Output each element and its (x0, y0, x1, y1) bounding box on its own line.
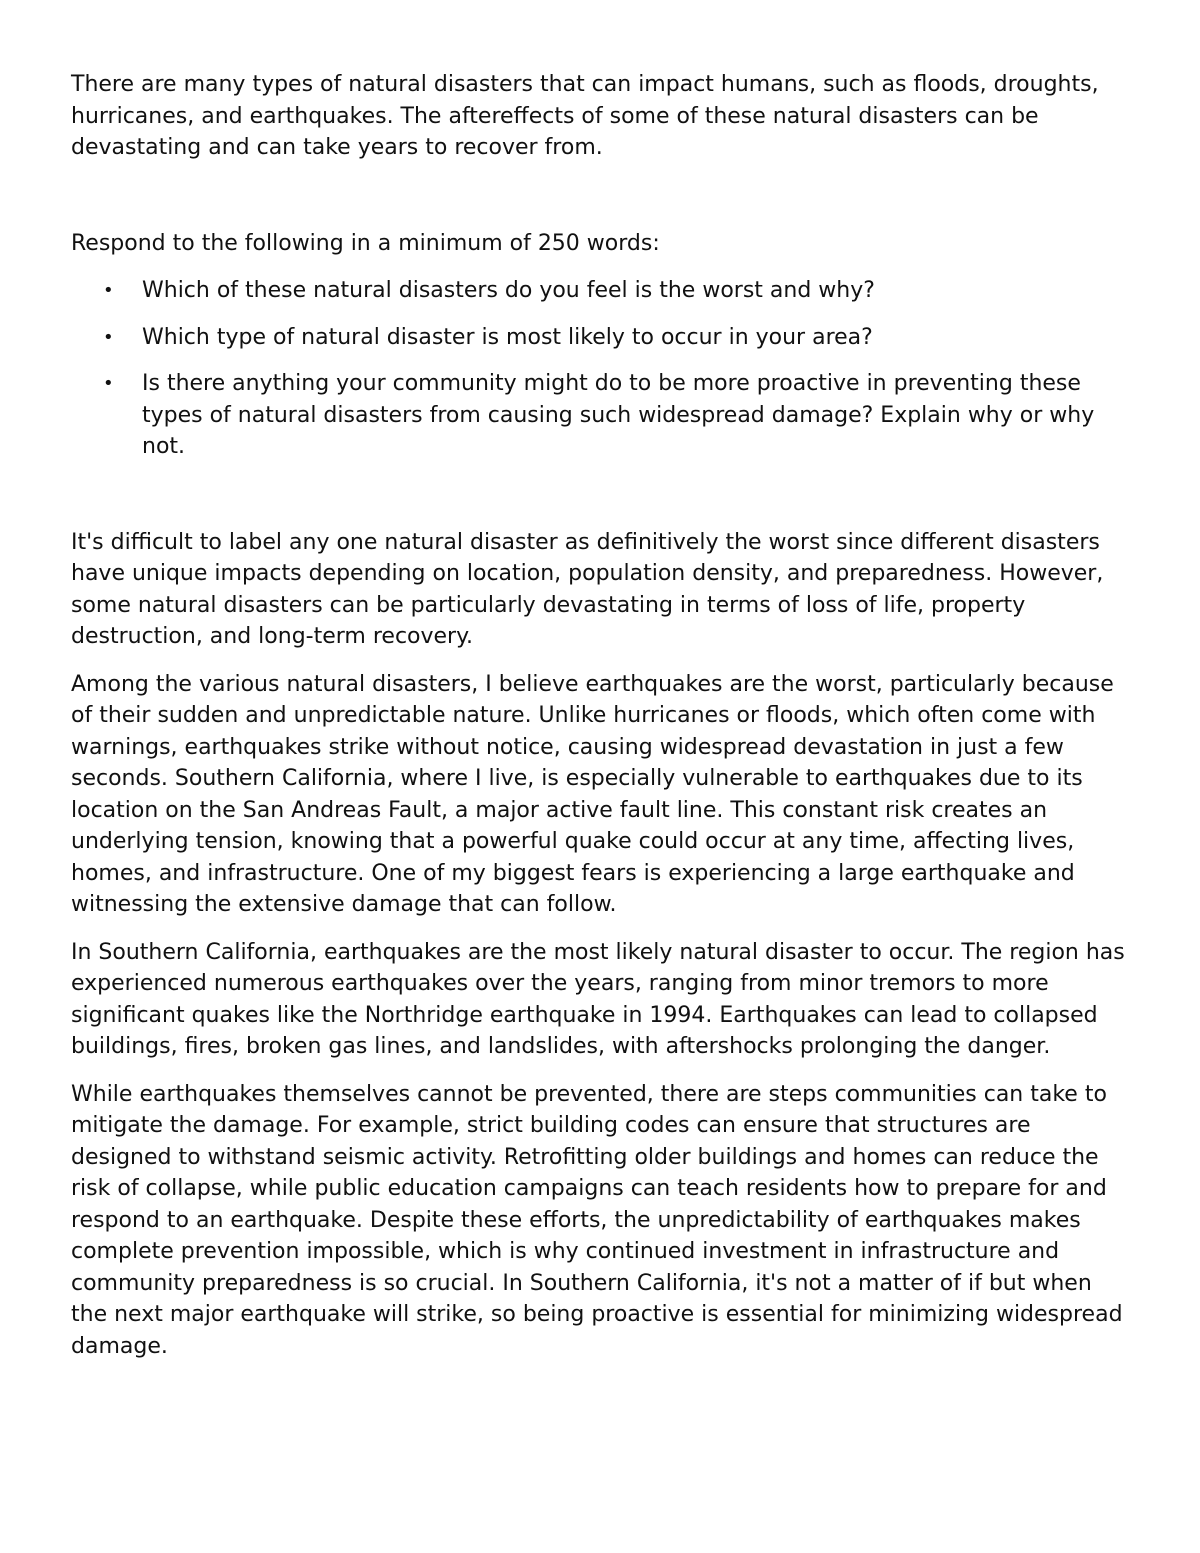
bullet-icon: • (103, 373, 114, 394)
question-list (71, 275, 1131, 463)
prompt-text: Respond to the following in a minimum of 250 words: (71, 230, 660, 256)
bullet-icon: • (103, 326, 114, 348)
question-text: Is there anything your community might do to be more proactive in preventing these types of natural disasters from causing such widespread damage? Explain why or why not. (142, 371, 1095, 459)
answer-paragraph: It's difficult to label any one natural disaster as definitively the worst since different disasters have unique impacts depending on location, population density, and preparedness. However, some natural disasters can be particularly devastating in terms of loss of life, property destruction, and long-term recovery. (71, 529, 1104, 649)
intro-paragraph: There are many types of natural disasters that can impact humans, such as floods, droughts, hurricanes, and earthquakes. The aftereffects of some of these natural disasters can be devastating and can take years to recover from. (71, 72, 1099, 160)
answer-paragraph: In Southern California, earthquakes are the most likely natural disaster to occur. The region has experienced numerous earthquakes over the years, ranging from minor tremors to more significant quakes like the Northridge earthquake in 1994. Earthquakes can lead to collapsed buildings, fires, broken gas lines, and landslides, with aftershocks prolonging the danger. (71, 939, 1125, 1059)
list-item (71, 368, 1131, 463)
answer-paragraph: While earthquakes themselves cannot be prevented, there are steps communities can take to mitigate the damage. For example, strict building codes can ensure that structures are designed to withstand seismic activity. Retrofitting older buildings and homes can reduce the risk of collapse, while public education campaigns can teach residents how to prepare for and respond to an earthquake. Despite these efforts, the unpredictability of earthquakes makes complete prevention impossible, which is why continued investment in infrastructure and community preparedness is so crucial. In Southern California, it's not a matter of if but when the next major earthquake will strike, so being proactive is essential for minimizing widespread damage. (71, 1081, 1123, 1359)
document-content (71, 69, 1131, 1378)
answer-paragraph: Among the various natural disasters, I believe earthquakes are the worst, particularly because of their sudden and unpredictable nature. Unlike hurricanes or floods, which often come with warnings, earthquakes strike without notice, causing widespread devastation in just a few seconds. Southern California, where I live, is especially vulnerable to earthquakes due to its location on the San Andreas Fault, a major active fault line. This constant risk creates an underlying tension, knowing that a powerful quake could occur at any time, affecting lives, homes, and infrastructure. One of my biggest fears is experiencing a large earthquake and witnessing the extensive damage that can follow. (71, 671, 1114, 917)
question-text: Which of these natural disasters do you feel is the worst and why? (142, 278, 875, 303)
list-item (71, 275, 1131, 307)
list-item (71, 322, 1131, 354)
question-text: Which type of natural disaster is most likely to occur in your area? (142, 324, 873, 350)
bullet-icon: • (103, 280, 114, 301)
answer-section (71, 527, 1131, 1363)
